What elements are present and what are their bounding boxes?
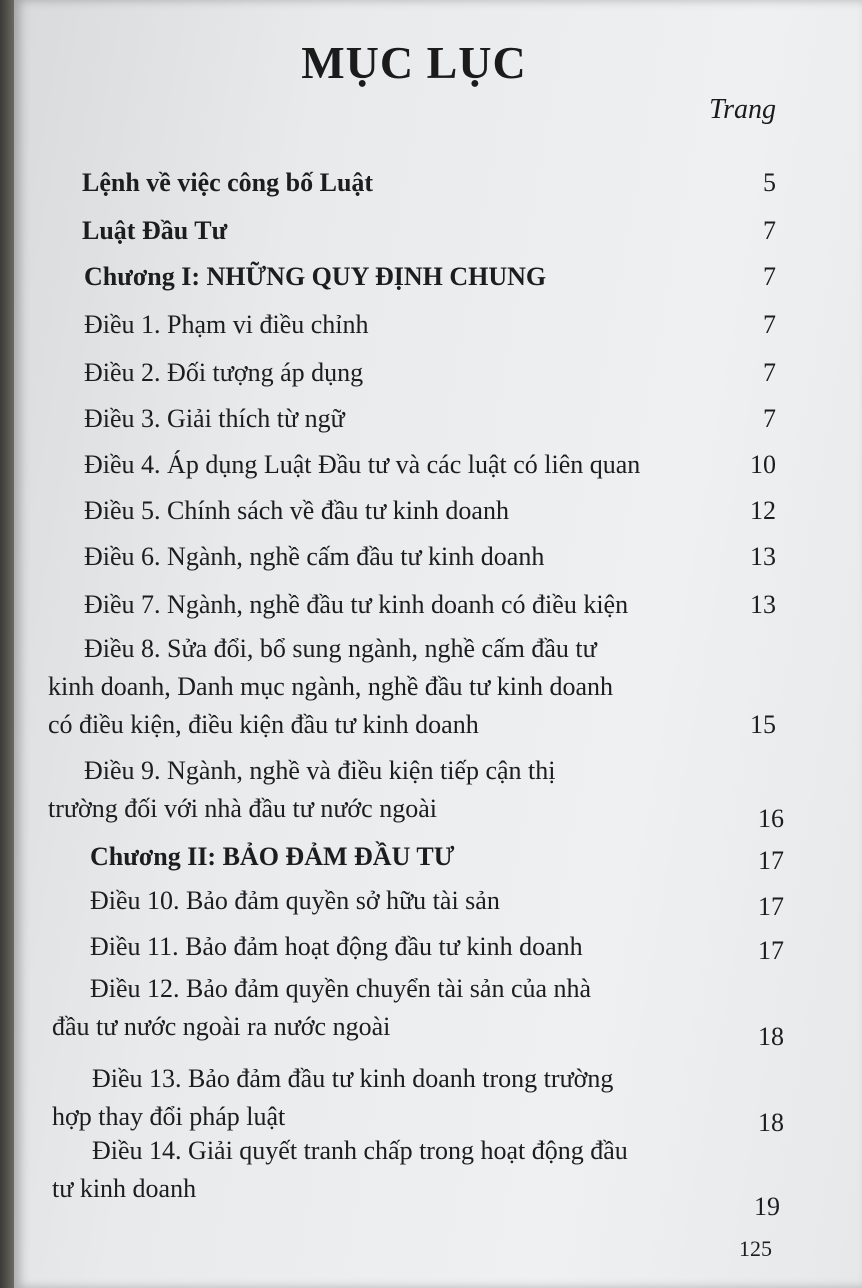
toc-entry-line: trường đối với nhà đầu tư nước ngoài [48,794,437,823]
toc-entry-page: 17 [758,936,784,965]
toc-entry-page: 7 [763,404,776,433]
toc-entry-multiline [52,970,692,1046]
toc-entry-text: Điều 5. Chính sách về đầu tư kinh doanh [84,496,509,525]
toc-entry-page: 13 [750,542,776,571]
toc-entry-page: 15 [750,710,776,739]
toc-entry-multiline [52,1060,692,1136]
toc-entry-line: tư kinh doanh [52,1174,197,1203]
toc-entry-line: Điều 8. Sửa đổi, bổ sung ngành, nghề cấm đầu tư [84,634,597,663]
toc-entry-text: Điều 3. Giải thích từ ngữ [84,404,345,433]
toc-entry-line: Điều 14. Giải quyết tranh chấp trong hoạt động đầu [92,1136,628,1165]
toc-entry-line: kinh doanh, Danh mục ngành, nghề đầu tư kinh doanh [48,672,614,701]
toc-entry-page: 10 [750,450,776,479]
toc-entry-line: Điều 13. Bảo đảm đầu tư kinh doanh trong trường [92,1064,614,1093]
toc-entry-line: đầu tư nước ngoài ra nước ngoài [52,1012,391,1041]
toc-entry-page: 7 [763,262,776,291]
toc-entry-page: 5 [763,168,776,197]
toc-entry-page: 18 [758,1022,784,1051]
toc-entry-text: Điều 4. Áp dụng Luật Đầu tư và các luật có liên quan [84,450,641,479]
toc-entry-text: Lệnh về việc công bố Luật [82,168,374,197]
toc-entry-page: 7 [763,216,776,245]
toc-entry-text: Điều 1. Phạm vi điều chỉnh [84,310,369,339]
toc-entry-line: có điều kiện, điều kiện đầu tư kinh doanh [48,710,479,739]
toc-entry-page: 7 [763,310,776,339]
page-number: 125 [739,1236,772,1261]
toc-entry-multiline [52,1132,692,1208]
toc-entry-line: Điều 12. Bảo đảm quyền chuyển tài sản của nhà [90,974,592,1003]
toc-entry-page: 17 [758,846,784,875]
toc-entry-multiline [48,752,688,828]
toc-entry-page: 13 [750,590,776,619]
book-spine [0,0,14,1288]
page-column-label: Trang [709,94,776,125]
page-title: MỤC LỤC [301,37,527,88]
toc-entry-page: 7 [763,358,776,387]
toc-chapter-heading: Chương II: BẢO ĐẢM ĐẦU TƯ [90,842,455,871]
toc-entry-page: 12 [750,496,776,525]
toc-entry-line: hợp thay đổi pháp luật [52,1102,286,1131]
toc-entry-text: Điều 11. Bảo đảm hoạt động đầu tư kinh doanh [90,932,583,961]
toc-entry-text: Điều 7. Ngành, nghề đầu tư kinh doanh có điều kiện [84,590,629,619]
book-page [14,0,862,1288]
toc-entry-text: Điều 6. Ngành, nghề cấm đầu tư kinh doanh [84,542,545,571]
toc-entry-page: 16 [758,804,784,833]
toc-entry-page: 19 [754,1192,780,1221]
toc-entry-text: Điều 10. Bảo đảm quyền sở hữu tài sản [90,886,500,915]
toc-entry-text: Điều 2. Đối tượng áp dụng [84,358,364,387]
toc-entry-multiline [48,630,688,744]
toc-entry-page: 18 [758,1108,784,1137]
toc-chapter-heading: Chương I: NHỮNG QUY ĐỊNH CHUNG [84,262,547,291]
toc-entry-text: Luật Đầu Tư [82,216,228,245]
toc-entry-page: 17 [758,892,784,921]
toc-entry-line: Điều 9. Ngành, nghề và điều kiện tiếp cận thị [84,756,556,785]
